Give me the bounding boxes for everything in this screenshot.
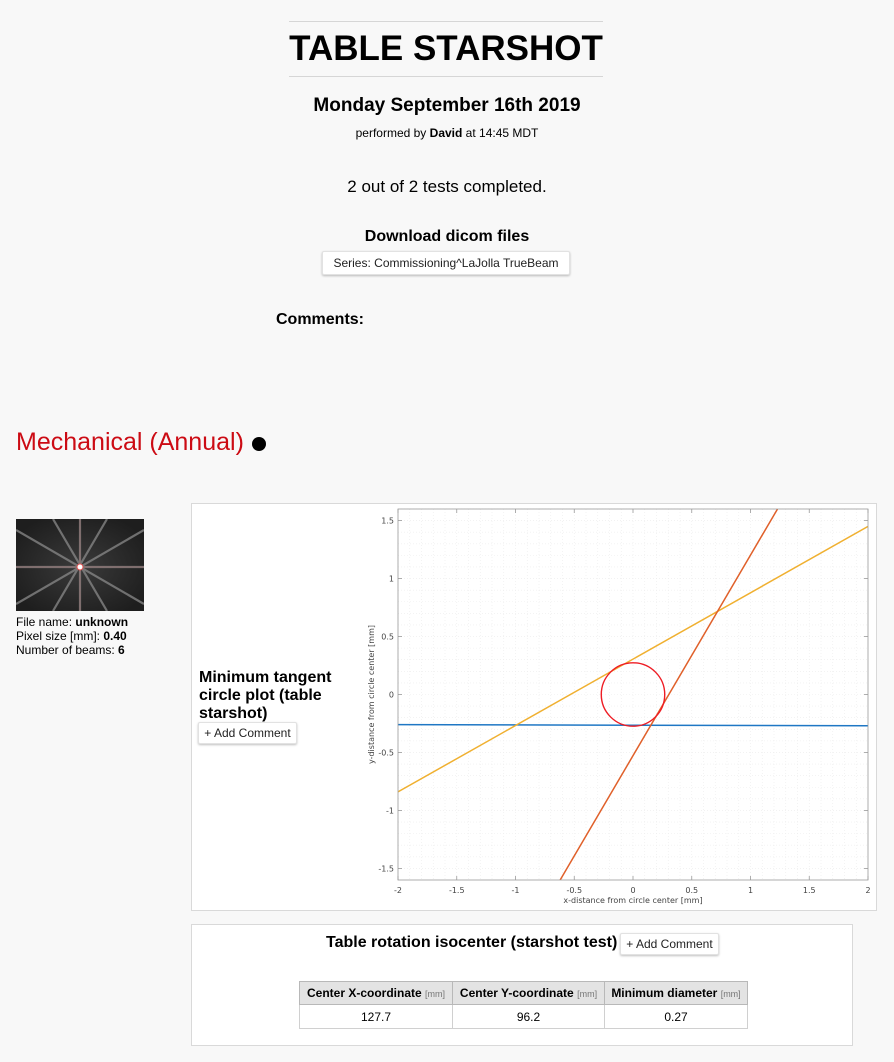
svg-text:0: 0 [630,886,636,895]
svg-text:-1.5: -1.5 [448,886,465,895]
svg-text:-0.5: -0.5 [378,748,394,758]
svg-text:-2: -2 [394,886,402,895]
comments-label: Comments: [276,311,365,328]
results-card-title: Table rotation isocenter (starshot test) [326,934,618,951]
cell-center-y: 96.2 [453,1005,605,1029]
svg-text:y-distance from circle center: y-distance from circle center [mm] [367,624,376,765]
section-header [16,428,266,457]
svg-text:-0.5: -0.5 [566,886,583,895]
svg-text:-1: -1 [511,886,520,895]
performed-time: at 14:45 MDT [462,126,539,140]
svg-text:0: 0 [388,690,394,700]
file-info [16,615,128,657]
column-header-x [300,982,453,1005]
plot-card-title: Minimum tangent circle plot (table starshot) [199,669,332,722]
page-title: TABLE STARSHOT [289,29,603,68]
beams-label: Number of beams: [16,643,119,657]
svg-text:0.5: 0.5 [381,632,394,642]
file-name-label: File name: [16,615,76,629]
test-date: Monday September 16th 2019 [313,95,581,116]
column-label: Center Y-coordinate [459,986,574,1000]
pixel-size-label: Pixel size [mm]: [16,629,104,643]
add-comment-button-results[interactable]: + Add Comment [620,933,719,955]
column-label: Minimum diameter [611,986,718,1000]
svg-text:1.5: 1.5 [802,886,816,895]
starshot-thumbnail[interactable] [16,519,144,611]
tangent-circle-plot [355,505,875,910]
column-unit: [mm] [577,989,598,999]
download-title: Download dicom files [364,228,530,245]
performed-by [0,126,894,140]
svg-text:-1: -1 [386,806,394,816]
download-series-button[interactable]: Series: Commissioning^LaJolla TrueBeam [322,251,570,275]
cell-min-diameter: 0.27 [605,1005,748,1029]
section-title: Mechanical (Annual) [16,428,244,456]
column-header-diameter [605,982,748,1005]
table-row [300,1005,748,1029]
add-comment-button[interactable]: + Add Comment [198,722,297,744]
svg-text:-1.5: -1.5 [378,864,394,874]
svg-text:1: 1 [747,886,754,895]
svg-text:2: 2 [865,886,871,895]
file-name-value: unknown [75,615,129,629]
column-unit: [mm] [425,989,446,999]
completion-status: 2 out of 2 tests completed. [347,177,547,196]
status-dot-icon [252,437,266,451]
column-label: Center X-coordinate [306,986,422,1000]
svg-text:1: 1 [388,574,394,584]
svg-text:x-distance from circle center: x-distance from circle center [mm] [563,896,703,905]
column-unit: [mm] [720,989,741,999]
performed-prefix: performed by [355,126,430,140]
cell-center-x: 127.7 [300,1005,453,1029]
results-header-row [300,982,748,1005]
svg-text:0.5: 0.5 [685,886,699,895]
performer-name: David [429,126,463,140]
column-header-y [453,982,605,1005]
results-table [299,981,748,1029]
page-title-block [289,21,603,77]
beams-value: 6 [118,643,125,657]
svg-text:1.5: 1.5 [381,516,394,526]
pixel-size-value: 0.40 [103,629,127,643]
